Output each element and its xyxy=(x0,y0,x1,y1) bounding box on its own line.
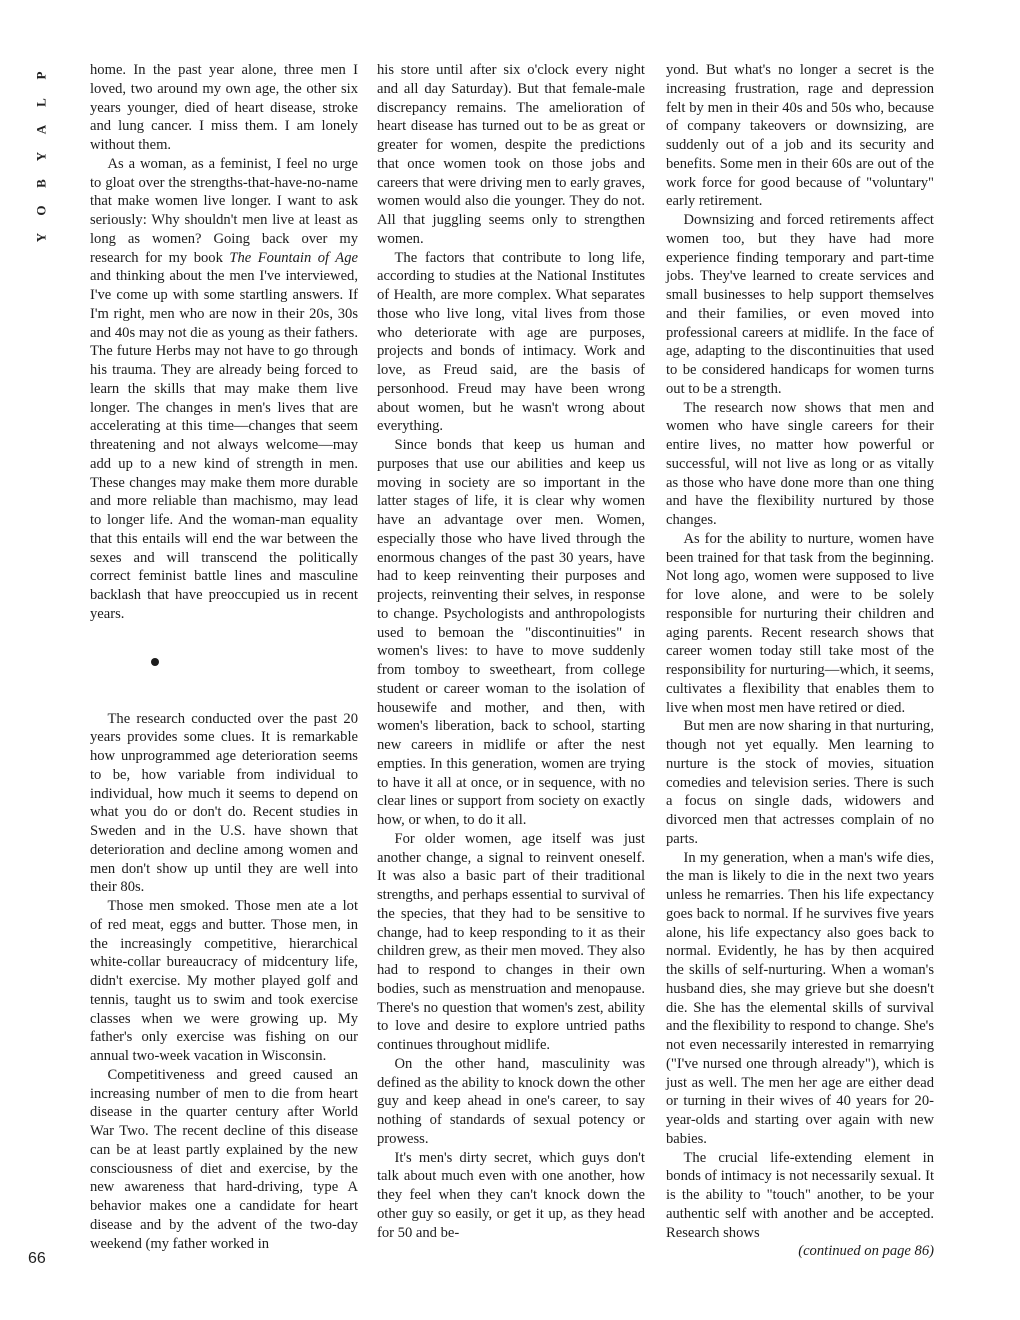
paragraph: But men are now sharing in that nurturing, though not yet equally. Men learning to nurture is the stock of movies, situation comedies and television series. There is such a focus on single dads, widowers and divorced men that actresses complain of no parts. xyxy=(666,718,934,847)
paragraph: It's men's dirty secret, which guys don't talk about much even with one another, how they feel when they can't knock down the other guy so easily, or get it up, as they head for 50 and be- xyxy=(377,1149,645,1241)
vertical-masthead xyxy=(30,62,52,251)
paragraph: Those men smoked. Those men ate a lot of red meat, eggs and butter. Those men, in the increasingly competitive, hierarchical white-collar bureaucracy of midcentury life, didn't exercise. My mother played golf and tennis, taught us to swim and took exercise classes when we were growing up. My father's only exercise was fishing on our annual two-week vacation in Wisconsin. xyxy=(90,898,358,1064)
continued-on-page: (continued on page 86) xyxy=(798,1243,934,1260)
paragraph: yond. But what's no longer a secret is the increasing frustration, rage and depression felt by men in their 40s and 50s who, because of company takeovers or downsizing, are suddenly out of a job and its security and benefits. Some men in their 60s are out of the work force for good because of "voluntary" early retirement. xyxy=(666,62,934,210)
paragraph: The research conducted over the past 20 years provides some clues. It is remarkable how unprogrammed age deterioration seems to be, how variable from individual to individual, how much it seems to depend on what you do or don't do. Recent studies in Sweden and in the U.S. have shown that deterioration and decline among women and men don't show up until they are well into their 80s. xyxy=(90,710,358,896)
masthead-letter: O xyxy=(33,205,49,216)
paragraph-text: and thinking about the men I've interviewed, I've come up with some startling answers. If I'm right, men who are now in their 20s, 30s and 40s may not die as young as their fathers. The future Herbs may not have to go through his trauma. They are already being forced to learn the skills that may make them live longer. The changes in men's lives that are accelerating at this time—changes that seem threatening and not always welcome—may add up to a new kind of strength in men. These changes may make them more durable and more reliable than machismo, may lead to longer life. And the woman-man equality that this entails will end the war between the sexes and will transcend the politically correct feminist battle lines and masculine backlash that have preoccupied us in recent years. xyxy=(90,268,358,622)
paragraph: On the other hand, masculinity was defined as the ability to knock down the other guy and keep ahead in one's career, to say nothing of standards of sexual potency or prowess. xyxy=(377,1055,645,1147)
paragraph: Competitiveness and greed caused an increasing number of men to die from heart disease in the quarter century after World War Two. The recent decline of this disease can be at least partly explained by the new consciousness of diet and exercise, by the new awareness that hard-driving, type A behavior makes one a candidate for heart disease and by the advent of the two-day weekend (my father worked in xyxy=(90,1066,358,1252)
paragraph: The factors that contribute to long life, according to studies at the National Institutes of Health, are more complex. What separates those who live long, vital lives from those who deteriorate with age are purposes, projects and bonds of intimacy. Work and love, as Freud said, are the basis of personhood. Freud may have been wrong about women, but he wasn't wrong about everything. xyxy=(377,249,645,435)
paragraph: The research now shows that men and women who have single careers for their entire lives, no matter how powerful or successful, will not live as long or as vitally as those who have done more than one thing and have the flexibility nurtured by those changes. xyxy=(666,399,934,528)
paragraph: Since bonds that keep us human and purposes that use our abilities and keep us moving in society are so important in the latter stages of life, it is clear why women have an advantage over men. Women, especially those who have lived through the enormous changes of the past 30 years, have had to keep reinventing their purposes and projects, reinventing their selves, in response to change. Psychologists and anthropologists used to bemoan the "discontinuities" in women's lives: to have to move suddenly from tomboy to sweetheart, from college student or career woman to the isolation of housewife and mother, and then, with women's liberation, back to school, starting new careers in midlife or after the nest empties. In this generation, women are trying to have it all at once, or in sequence, with no clear lines or support from society on exactly how, or when, to do it all. xyxy=(377,437,645,828)
text-column-1 xyxy=(90,61,358,1253)
section-break-bullet xyxy=(90,624,358,696)
paragraph-text: As a woman, as a feminist, I feel no urge to gloat over the strengths-that-have-no-name that make women live longer. I want to ask seriously: Why shouldn't men live at least as long as women? Going back over my research for my book xyxy=(90,155,358,266)
masthead-letter: L xyxy=(33,98,49,107)
paragraph: For older women, age itself was just another change, a signal to reinvent oneself. It was also a basic part of their traditional strengths, and perhaps essential to survival of the species, that they had to be sensitive to change, had to keep responding to it as their children grew, as their men moved. They also had to respond to changes in their own bodies, such as menstruation and menopause. There's no question that women's zest, ability to love and desire to explore untried paths continues throughout midlife. xyxy=(377,830,645,1053)
paragraph: home. In the past year alone, three men I loved, two around my own age, the other six years younger, died of heart disease, stroke and lung cancer. I miss them. I am lonely without them. xyxy=(90,62,358,153)
paragraph: As for the ability to nurture, women have been trained for that task from the beginning. Not long ago, women were supposed to live for love alone, and were to be solely responsible for nurturing their children and aging parents. Recent research shows that career women today still take most of the responsibility for nurturing—which, it seems, cultivates a flexibility that enables them to live when most men have retired or died. xyxy=(666,530,934,716)
text-column-3 xyxy=(666,61,934,1261)
paragraph: his store until after six o'clock every night and all day Saturday). But that female-male discrepancy remains. The amelioration of heart disease has turned out to be as great or greater for women, despite the predictions that once women took on those jobs and careers that were driving men to early graves, women would also die younger. They do not. All that juggling seems only to strengthen women. xyxy=(377,62,645,247)
book-title: The Fountain of Age xyxy=(229,249,358,266)
masthead-letter: P xyxy=(33,71,49,80)
masthead-letter: A xyxy=(33,124,49,135)
masthead-letter: B xyxy=(33,179,49,188)
paragraph: Downsizing and forced retirements affect women too, but they have had more experience finding temporary and part-time jobs. They've learned to create services and small businesses to help support themselves and their families, or even moved into professional careers at midlife. In the face of age, adapting to the discontinuities that used to be considered handicaps for women turns out to be a strength. xyxy=(666,212,934,397)
masthead-letter: Y xyxy=(33,151,49,162)
paragraph: In my generation, when a man's wife dies, the man is likely to die in the next two years unless he remarries. Then his life expectancy goes back to normal. If he survives five years alone, his life expectancy also goes back to normal. Evidently, he has by then acquired the skills of self-nurturing. When a woman's husband dies, she may grieve but she doesn't die. She has the elemental skills of survival and the flexibility to respond to change. She's not even necessarily interested in remarrying ("I've nursed one through already"), which is just as well. The men her age are either dead or turning in their wives of 40 years for 20-year-olds and starting over again with new babies. xyxy=(666,849,934,1147)
paragraph xyxy=(90,155,358,624)
page-number: 66 xyxy=(28,1250,46,1267)
text-column-2 xyxy=(377,61,645,1242)
masthead-letter: Y xyxy=(33,232,49,243)
paragraph: The crucial life-extending element in bonds of intimacy is not necessarily sexual. It is the ability to "touch" another, to be your authentic self with another and be accepted. Research shows xyxy=(666,1149,934,1241)
